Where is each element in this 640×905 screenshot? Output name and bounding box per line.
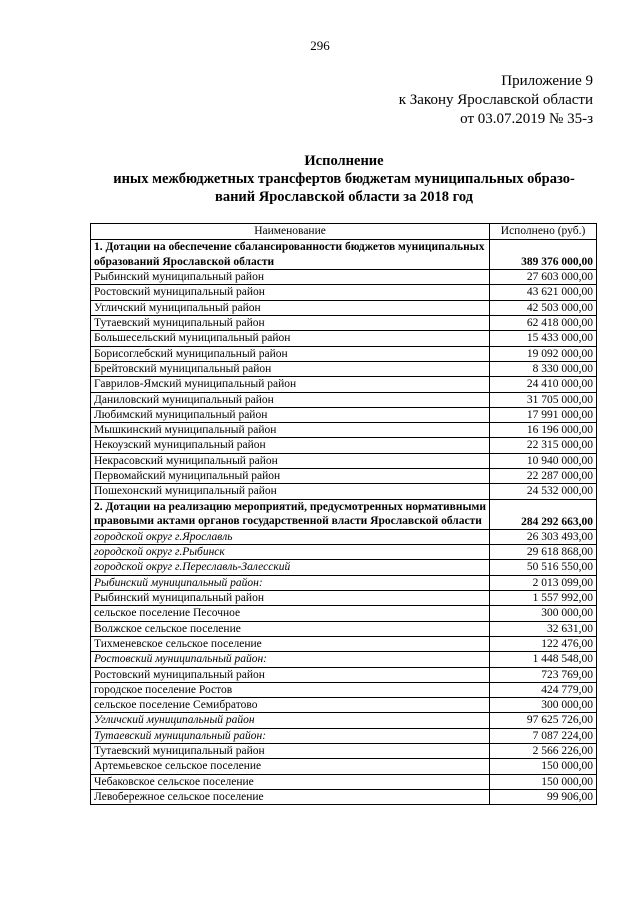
row-value: 10 940 000,00 <box>490 453 597 468</box>
row-name: Тихменевское сельское поселение <box>91 636 490 651</box>
table-row <box>91 361 597 376</box>
row-value: 1 448 548,00 <box>490 652 597 667</box>
table-row <box>91 316 597 331</box>
row-name: Мышкинский муниципальный район <box>91 423 490 438</box>
table-row <box>91 469 597 484</box>
row-value: 97 625 726,00 <box>490 713 597 728</box>
row-name: Некрасовский муниципальный район <box>91 453 490 468</box>
document-title <box>90 152 598 206</box>
title-line-2: иных межбюджетных трансфертов бюджетам муниципальных образо- <box>113 171 575 187</box>
table-row <box>91 636 597 651</box>
table-row <box>91 407 597 422</box>
row-value: 24 410 000,00 <box>490 377 597 392</box>
row-value: 723 769,00 <box>490 667 597 682</box>
row-name: Рыбинский муниципальный район <box>91 591 490 606</box>
table-row <box>91 713 597 728</box>
row-value: 2 013 099,00 <box>490 575 597 590</box>
table-row <box>91 453 597 468</box>
table-row <box>91 529 597 544</box>
row-name: Левобережное сельское поселение <box>91 789 490 804</box>
table-row <box>91 270 597 285</box>
row-value: 26 303 493,00 <box>490 529 597 544</box>
row-value: 424 779,00 <box>490 682 597 697</box>
row-name: Ростовский муниципальный район: <box>91 652 490 667</box>
row-value: 16 196 000,00 <box>490 423 597 438</box>
row-value: 17 991 000,00 <box>490 407 597 422</box>
table-row <box>91 606 597 621</box>
row-name: Угличский муниципальный район <box>91 300 490 315</box>
table-row <box>91 774 597 789</box>
page-number: 296 <box>310 38 330 53</box>
row-value: 22 287 000,00 <box>490 469 597 484</box>
table-row <box>91 499 597 529</box>
row-name: Пошехонский муниципальный район <box>91 484 490 499</box>
appendix-line-1: Приложение 9 <box>501 73 593 89</box>
table-row <box>91 698 597 713</box>
table-row <box>91 759 597 774</box>
row-name: Угличский муниципальный район <box>91 713 490 728</box>
row-name: Гаврилов-Ямский муниципальный район <box>91 377 490 392</box>
row-name: сельское поселение Песочное <box>91 606 490 621</box>
row-name: городской округ г.Переславль-Залесский <box>91 560 490 575</box>
table-row <box>91 652 597 667</box>
row-value: 62 418 000,00 <box>490 316 597 331</box>
row-name: Тутаевский муниципальный район: <box>91 728 490 743</box>
table-row <box>91 331 597 346</box>
table-row <box>91 591 597 606</box>
row-name: Некоузский муниципальный район <box>91 438 490 453</box>
table-body <box>91 240 597 805</box>
row-value: 27 603 000,00 <box>490 270 597 285</box>
table-row <box>91 682 597 697</box>
table-row <box>91 484 597 499</box>
table-row <box>91 240 597 270</box>
row-name: Ростовский муниципальный район <box>91 667 490 682</box>
row-value: 8 330 000,00 <box>490 361 597 376</box>
row-value: 122 476,00 <box>490 636 597 651</box>
table-row <box>91 438 597 453</box>
table-row <box>91 743 597 758</box>
row-name: Артемьевское сельское поселение <box>91 759 490 774</box>
row-name: городской округ г.Ярославль <box>91 529 490 544</box>
row-name: Ростовский муниципальный район <box>91 285 490 300</box>
row-value: 284 292 663,00 <box>490 499 597 529</box>
table-row <box>91 300 597 315</box>
header-name: Наименование <box>91 224 490 240</box>
row-name: Большесельский муниципальный район <box>91 331 490 346</box>
row-name: Тутаевский муниципальный район <box>91 316 490 331</box>
table-row <box>91 285 597 300</box>
table-row <box>91 789 597 804</box>
row-name: Волжское сельское поселение <box>91 621 490 636</box>
row-value: 31 705 000,00 <box>490 392 597 407</box>
row-name: Рыбинский муниципальный район: <box>91 575 490 590</box>
row-name: Брейтовский муниципальный район <box>91 361 490 376</box>
appendix-line-3: от 03.07.2019 № 35-з <box>460 111 593 127</box>
row-value: 300 000,00 <box>490 606 597 621</box>
row-value: 43 621 000,00 <box>490 285 597 300</box>
row-value: 22 315 000,00 <box>490 438 597 453</box>
table-header-row <box>91 224 597 240</box>
row-name: Тутаевский муниципальный район <box>91 743 490 758</box>
row-value: 99 906,00 <box>490 789 597 804</box>
table-row <box>91 575 597 590</box>
row-value: 32 631,00 <box>490 621 597 636</box>
row-value: 29 618 868,00 <box>490 545 597 560</box>
row-value: 2 566 226,00 <box>490 743 597 758</box>
transfers-table <box>90 223 597 805</box>
row-name: Даниловский муниципальный район <box>91 392 490 407</box>
table-row <box>91 392 597 407</box>
row-value: 7 087 224,00 <box>490 728 597 743</box>
appendix-line-2: к Закону Ярославской области <box>398 92 593 108</box>
table-row <box>91 728 597 743</box>
row-name: сельское поселение Семибратово <box>91 698 490 713</box>
row-name: городское поселение Ростов <box>91 682 490 697</box>
title-line-1: Исполнение <box>304 153 384 169</box>
table-row <box>91 346 597 361</box>
row-value: 389 376 000,00 <box>490 240 597 270</box>
row-name: Борисоглебский муниципальный район <box>91 346 490 361</box>
header-value: Исполнено (руб.) <box>490 224 597 240</box>
row-value: 300 000,00 <box>490 698 597 713</box>
table-row <box>91 377 597 392</box>
row-value: 42 503 000,00 <box>490 300 597 315</box>
row-name: Рыбинский муниципальный район <box>91 270 490 285</box>
row-name: 2. Дотации на реализацию мероприятий, предусмотренных нормативными правовыми актами органов государственной власти Ярославской области <box>91 499 490 529</box>
row-value: 150 000,00 <box>490 759 597 774</box>
row-value: 15 433 000,00 <box>490 331 597 346</box>
table-row <box>91 667 597 682</box>
row-value: 24 532 000,00 <box>490 484 597 499</box>
row-value: 19 092 000,00 <box>490 346 597 361</box>
table-row <box>91 560 597 575</box>
row-name: городской округ г.Рыбинск <box>91 545 490 560</box>
table-row <box>91 423 597 438</box>
row-value: 50 516 550,00 <box>490 560 597 575</box>
row-value: 1 557 992,00 <box>490 591 597 606</box>
table-row <box>91 621 597 636</box>
row-name: Первомайский муниципальный район <box>91 469 490 484</box>
row-value: 150 000,00 <box>490 774 597 789</box>
row-name: 1. Дотации на обеспечение сбалансированности бюджетов муниципальных образований Ярославской области <box>91 240 490 270</box>
appendix-note <box>399 72 593 129</box>
row-name: Чебаковское сельское поселение <box>91 774 490 789</box>
title-line-3: ваний Ярославской области за 2018 год <box>215 189 473 205</box>
row-name: Любимский муниципальный район <box>91 407 490 422</box>
table-row <box>91 545 597 560</box>
